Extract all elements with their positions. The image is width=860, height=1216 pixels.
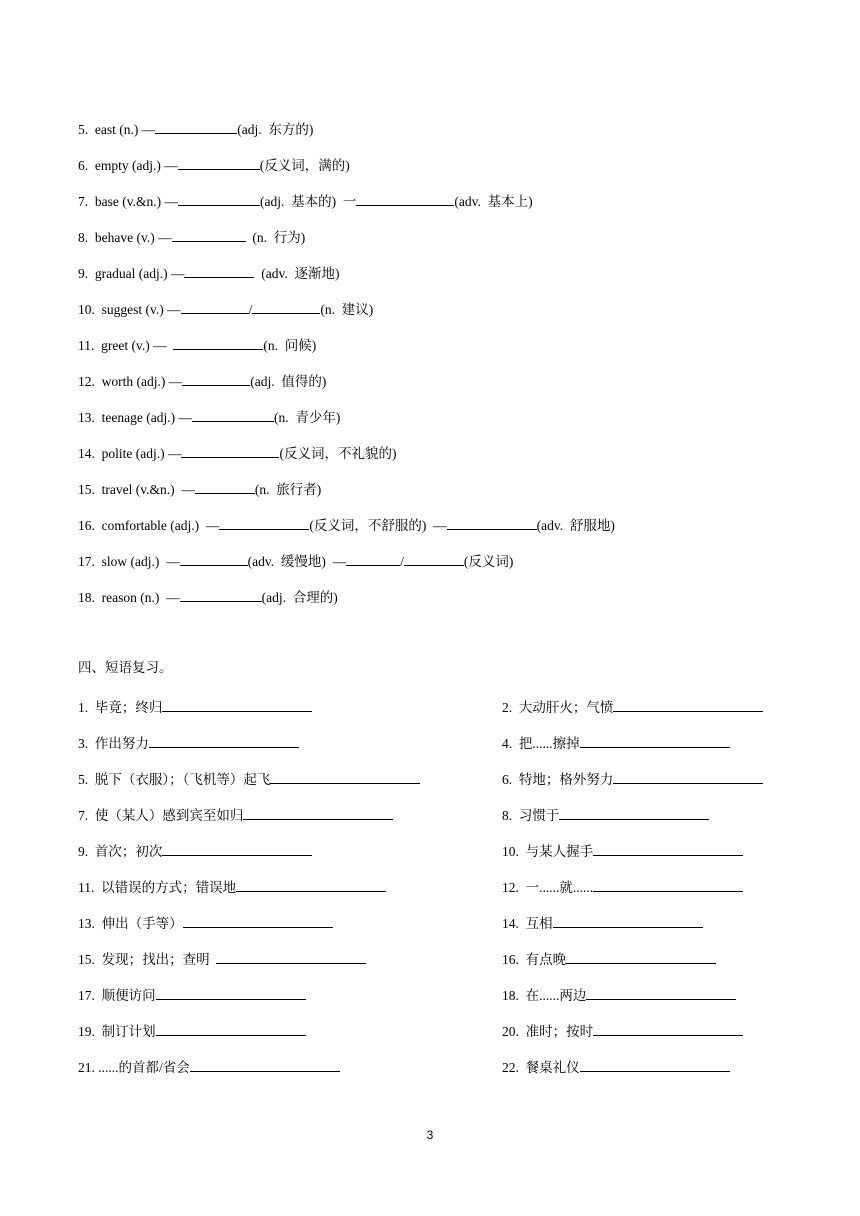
phrase-label: 14. 互相: [502, 916, 553, 931]
answer-blank[interactable]: [559, 806, 709, 820]
phrase-label: 6. 特地；格外努力: [502, 772, 614, 787]
answer-blank[interactable]: [183, 914, 333, 928]
answer-blank[interactable]: [195, 480, 255, 494]
phrase-item: [502, 986, 736, 1004]
answer-blank[interactable]: [252, 300, 320, 314]
vocab-text: 13. teenage (adj.) —: [78, 410, 192, 425]
answer-blank[interactable]: [404, 552, 464, 566]
vocab-text: (adj. 值得的): [250, 374, 327, 389]
answer-blank[interactable]: [236, 878, 386, 892]
phrase-label: 1. 毕竟；终归: [78, 700, 163, 715]
answer-blank[interactable]: [593, 1022, 743, 1036]
answer-blank[interactable]: [219, 516, 309, 530]
vocab-item: [78, 552, 513, 570]
vocab-text: (adv. 逐渐地): [254, 266, 340, 281]
phrase-item: [502, 734, 730, 752]
phrase-label: 2. 大动肝火；气愤: [502, 700, 614, 715]
phrase-label: 4. 把......擦掉: [502, 736, 580, 751]
phrase-item: [78, 842, 312, 860]
phrase-label: 21. ......的首都/省会: [78, 1060, 190, 1075]
phrase-item: [502, 878, 743, 896]
phrase-label: 17. 顺便访问: [78, 988, 156, 1003]
phrase-label: 12. 一......就......: [502, 880, 594, 895]
vocab-text: 10. suggest (v.) —: [78, 302, 181, 317]
vocab-text: (反义词，不舒服的) —: [309, 518, 447, 533]
answer-blank[interactable]: [184, 264, 254, 278]
answer-blank[interactable]: [190, 1058, 340, 1072]
answer-blank[interactable]: [580, 734, 730, 748]
answer-blank[interactable]: [178, 156, 260, 170]
answer-blank[interactable]: [447, 516, 537, 530]
vocab-item: [78, 444, 396, 462]
answer-blank[interactable]: [346, 552, 400, 566]
vocab-text: (n. 问候): [263, 338, 317, 353]
phrase-item: [78, 734, 299, 752]
answer-blank[interactable]: [586, 986, 736, 1000]
vocab-text: (反义词): [463, 554, 514, 569]
phrase-item: [502, 698, 763, 716]
phrase-label: 19. 制订计划: [78, 1024, 156, 1039]
page-number: 3: [426, 1128, 434, 1142]
phrase-label: 16. 有点晚: [502, 952, 567, 967]
phrase-label: 18. 在......两边: [502, 988, 587, 1003]
phrase-label: 10. 与某人握手: [502, 844, 594, 859]
answer-blank[interactable]: [156, 986, 306, 1000]
vocab-text: 6. empty (adj.) —: [78, 158, 178, 173]
vocab-item: [78, 228, 305, 246]
vocab-text: (反义词，满的): [259, 158, 350, 173]
answer-blank[interactable]: [149, 734, 299, 748]
vocab-text: (adj. 合理的): [261, 590, 338, 605]
phrase-label: 20. 准时；按时: [502, 1024, 594, 1039]
answer-blank[interactable]: [180, 588, 262, 602]
answer-blank[interactable]: [181, 300, 249, 314]
vocab-text: (n. 青少年): [273, 410, 341, 425]
phrase-item: [78, 770, 420, 788]
vocab-text: (adj. 基本的) 一: [259, 194, 357, 209]
answer-blank[interactable]: [155, 120, 237, 134]
answer-blank[interactable]: [162, 698, 312, 712]
phrase-item: [78, 986, 306, 1004]
phrase-label: 22. 餐桌礼仪: [502, 1060, 580, 1075]
vocab-item: [78, 588, 338, 606]
vocab-item: [78, 264, 339, 282]
answer-blank[interactable]: [182, 372, 250, 386]
vocab-text: 11. greet (v.) —: [78, 338, 174, 353]
phrase-item: [78, 806, 393, 824]
phrase-item: [78, 698, 312, 716]
phrase-label: 13. 伸出（手等）: [78, 916, 183, 931]
answer-blank[interactable]: [180, 552, 248, 566]
vocab-item: [78, 480, 321, 498]
phrase-item: [502, 770, 763, 788]
phrase-item: [78, 878, 386, 896]
answer-blank[interactable]: [216, 950, 366, 964]
vocab-text: 17. slow (adj.) —: [78, 554, 180, 569]
phrase-item: [502, 950, 716, 968]
vocab-text: 18. reason (n.) —: [78, 590, 180, 605]
answer-blank[interactable]: [162, 842, 312, 856]
answer-blank[interactable]: [356, 192, 454, 206]
answer-blank[interactable]: [181, 444, 279, 458]
answer-blank[interactable]: [156, 1022, 306, 1036]
phrase-item: [502, 1058, 730, 1076]
vocab-text: 9. gradual (adj.) —: [78, 266, 185, 281]
answer-blank[interactable]: [243, 806, 393, 820]
answer-blank[interactable]: [270, 770, 420, 784]
vocab-item: [78, 516, 615, 534]
phrase-item: [78, 914, 333, 932]
vocab-text: (反义词，不礼貌的): [279, 446, 397, 461]
vocab-text: (adv. 缓慢地) —: [247, 554, 347, 569]
answer-blank[interactable]: [566, 950, 716, 964]
answer-blank[interactable]: [553, 914, 703, 928]
phrase-label: 5. 脱下（衣服）；（飞机等）起飞: [78, 772, 271, 787]
vocab-text: 12. worth (adj.) —: [78, 374, 183, 389]
phrase-label: 3. 作出努力: [78, 736, 149, 751]
phrase-item: [502, 914, 703, 932]
phrase-item: [78, 1058, 340, 1076]
phrase-label: 7. 使（某人）感到宾至如归: [78, 808, 244, 823]
vocab-text: (adv. 基本上): [454, 194, 533, 209]
vocab-text: (n. 行为): [245, 230, 306, 245]
phrase-item: [502, 842, 743, 860]
vocab-item: [78, 300, 373, 318]
answer-blank[interactable]: [613, 770, 763, 784]
vocab-text: 16. comfortable (adj.) —: [78, 518, 220, 533]
vocab-text: 15. travel (v.&n.) —: [78, 482, 195, 497]
vocab-text: /: [400, 554, 404, 569]
answer-blank[interactable]: [580, 1058, 730, 1072]
vocab-item: [78, 408, 340, 426]
vocab-item: [78, 156, 350, 174]
vocab-text: (n. 旅行者): [254, 482, 322, 497]
answer-blank[interactable]: [613, 698, 763, 712]
vocab-item: [78, 192, 533, 210]
answer-blank[interactable]: [192, 408, 274, 422]
answer-blank[interactable]: [593, 842, 743, 856]
vocab-item: [78, 120, 313, 138]
phrase-item: [78, 950, 366, 968]
vocab-text: (adv. 舒服地): [536, 518, 615, 533]
vocab-text: 7. base (v.&n.) —: [78, 194, 178, 209]
vocab-item: [78, 372, 326, 390]
phrase-item: [502, 806, 709, 824]
answer-blank[interactable]: [178, 192, 260, 206]
vocab-text: (adj. 东方的): [237, 122, 314, 137]
vocab-text: (n. 建议): [320, 302, 374, 317]
phrase-label: 9. 首次；初次: [78, 844, 163, 859]
vocab-item: [78, 336, 316, 354]
answer-blank[interactable]: [593, 878, 743, 892]
vocab-text: /: [248, 302, 253, 317]
vocab-text: 14. polite (adj.) —: [78, 446, 182, 461]
answer-blank[interactable]: [172, 228, 246, 242]
phrase-item: [502, 1022, 743, 1040]
answer-blank[interactable]: [173, 336, 263, 350]
phrase-label: 11. 以错误的方式；错误地: [78, 880, 237, 895]
vocab-text: 8. behave (v.) —: [78, 230, 172, 245]
phrase-label: 15. 发现；找出；查明: [78, 952, 217, 967]
phrase-label: 8. 习惯于: [502, 808, 560, 823]
phrase-item: [78, 1022, 306, 1040]
section-title: 四、短语复习。: [78, 660, 173, 675]
vocab-text: 5. east (n.) —: [78, 122, 156, 137]
